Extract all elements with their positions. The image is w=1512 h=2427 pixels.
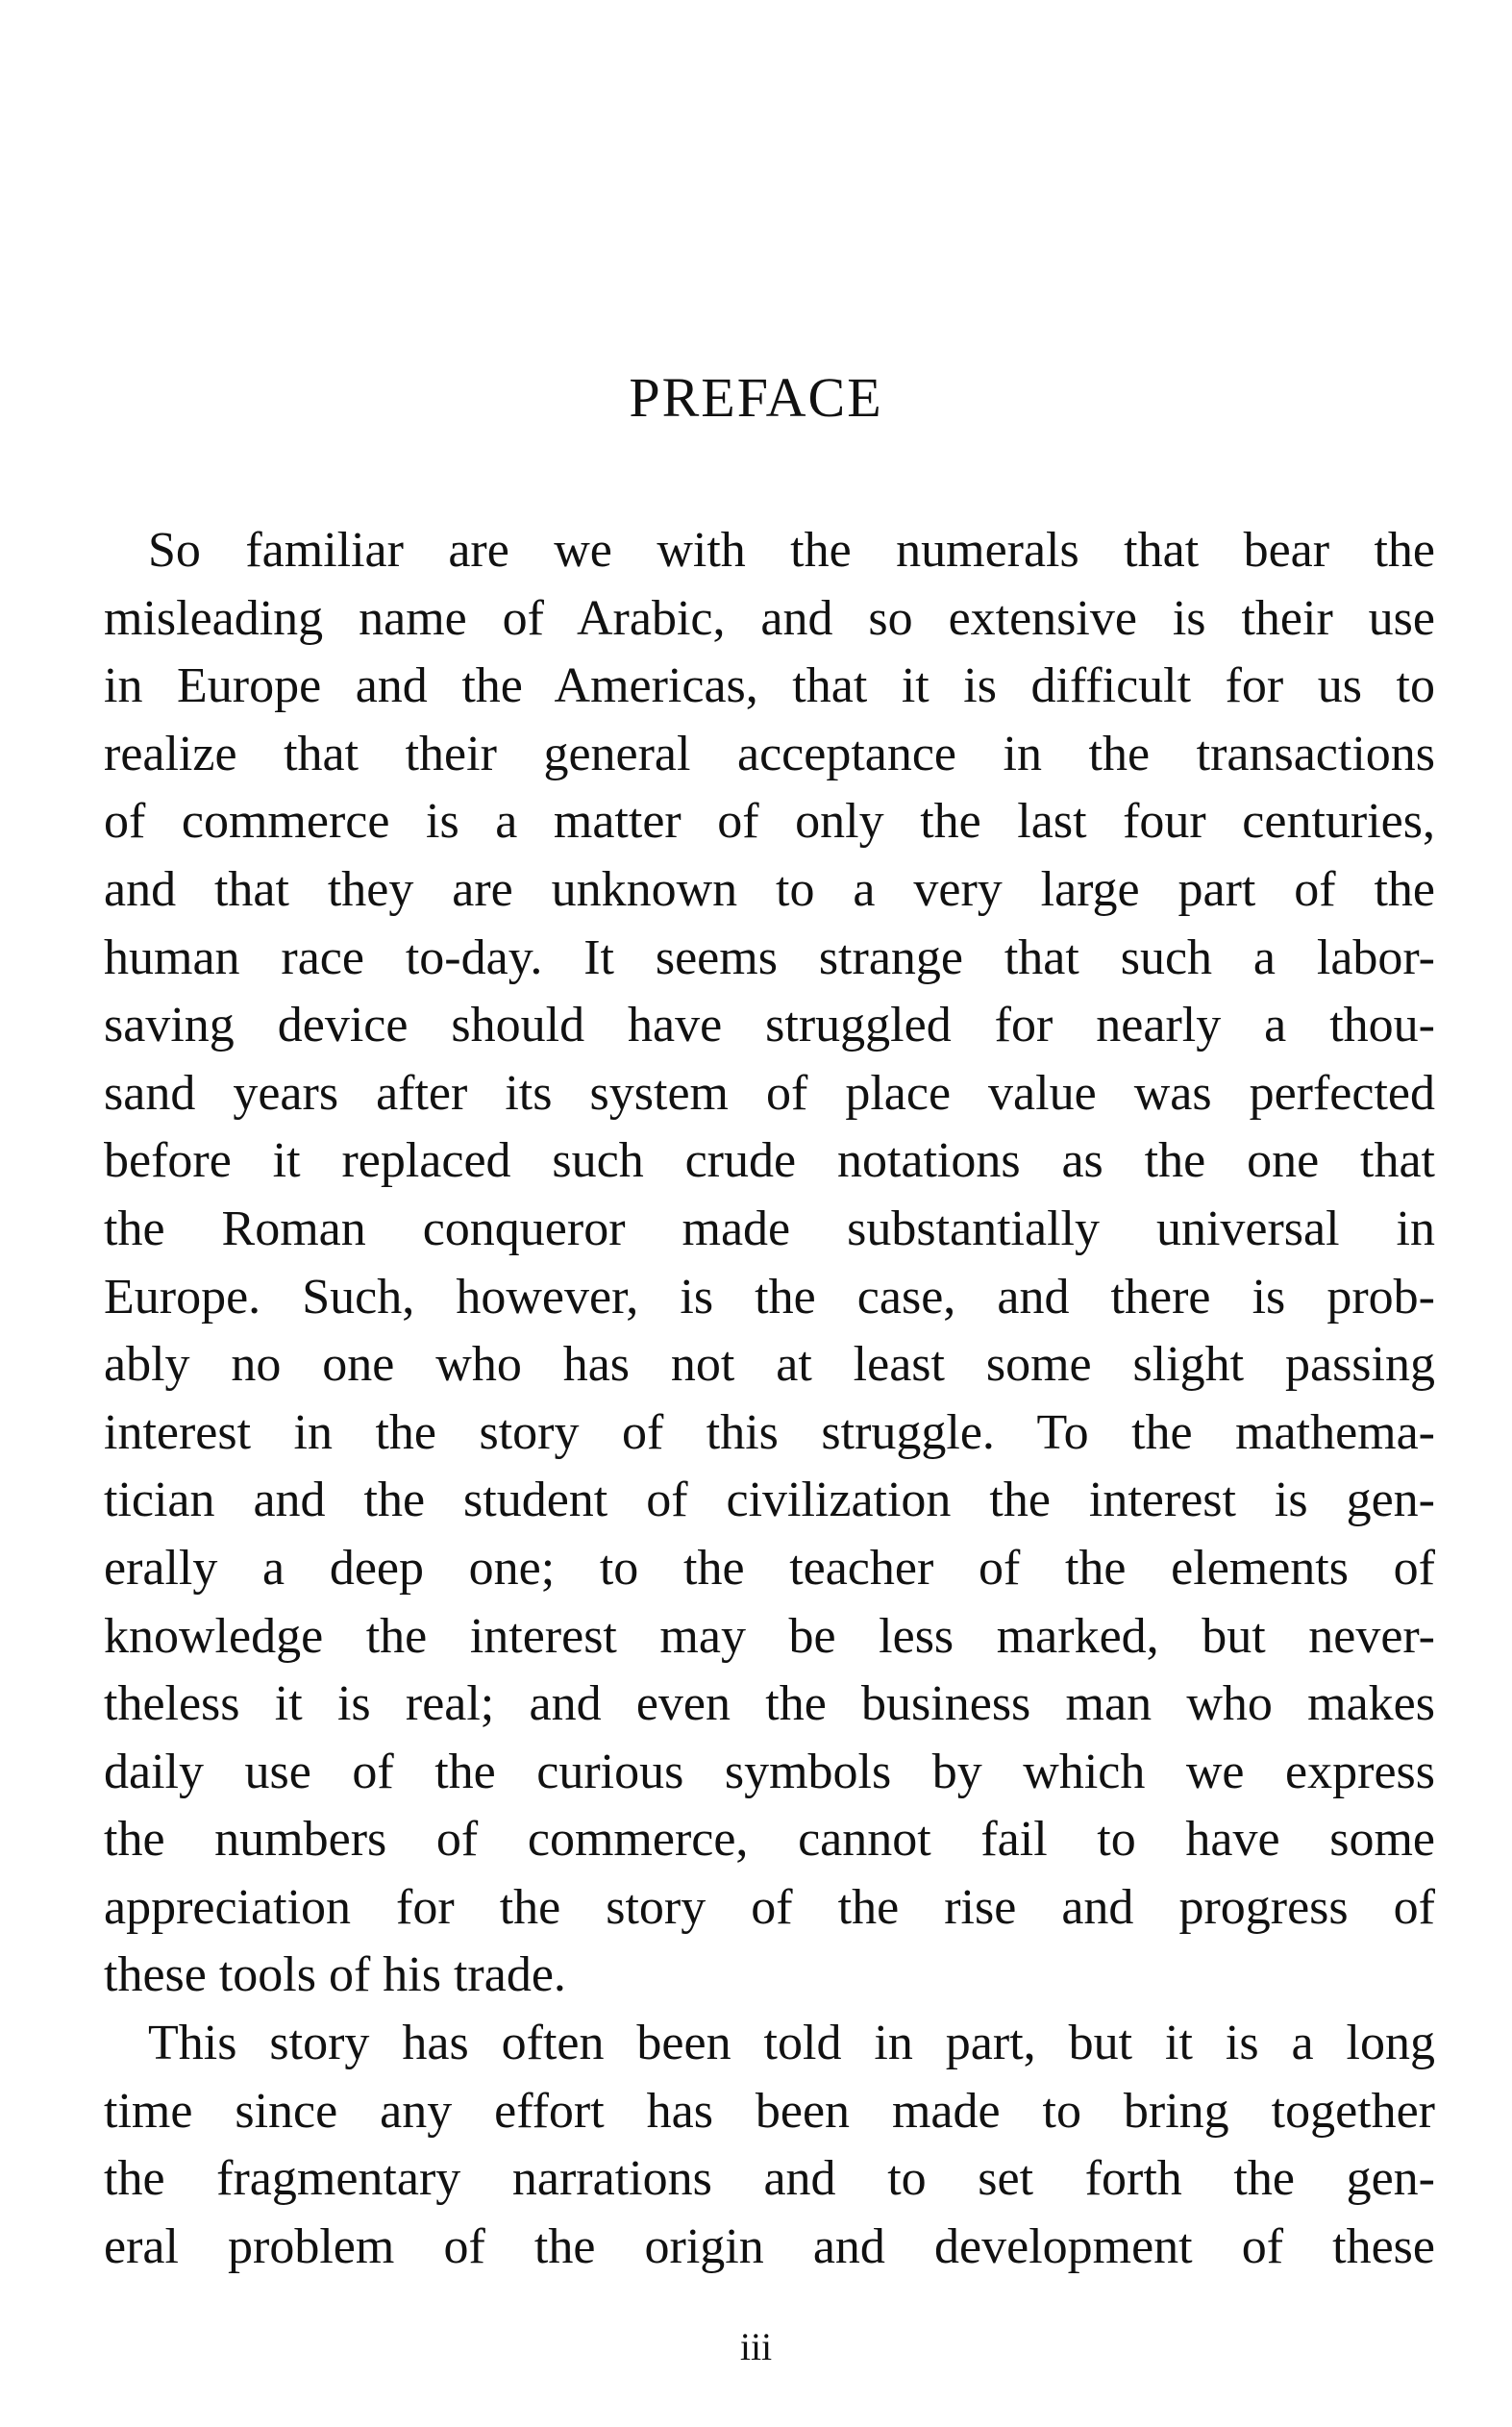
text-line: daily use of the curious symbols by which we express	[104, 1744, 1435, 1799]
text-line: saving device should have struggled for nearly a thou-	[104, 998, 1435, 1053]
text-line: misleading name of Arabic, and so extensive is their use	[104, 590, 1435, 646]
text-line: human race to-day. It seems strange that such a labor-	[104, 929, 1435, 985]
text-line: time since any effort has been made to bring together	[104, 2083, 1435, 2139]
text-line: before it replaced such crude notations as the one that	[104, 1133, 1435, 1189]
page-number: iii	[739, 2325, 773, 2368]
text-line: the Roman conqueror made substantially universal in	[104, 1201, 1435, 1256]
paragraph-2	[104, 2010, 1435, 2281]
text-line: knowledge the interest may be less marked, but never-	[104, 1608, 1435, 1664]
text-line: interest in the story of this struggle. To the mathema-	[104, 1404, 1435, 1460]
text-line: This story has often been told in part, but it is a long	[148, 2016, 1435, 2071]
text-line: So familiar are we with the numerals that bear the	[148, 523, 1435, 578]
text-line: eral problem of the origin and development of these	[104, 2218, 1435, 2274]
text-line: the fragmentary narrations and to set forth the gen-	[104, 2151, 1435, 2207]
text-line: sand years after its system of place value was perfected	[104, 1065, 1435, 1121]
page-title: PREFACE	[629, 366, 883, 429]
paragraph-1	[104, 517, 1435, 2010]
text-line: the numbers of commerce, cannot fail to have some	[104, 1812, 1435, 1868]
body-text	[104, 517, 1435, 2281]
text-line: appreciation for the story of the rise and progress of	[104, 1879, 1435, 1935]
text-line: in Europe and the Americas, that it is difficult for us to	[104, 658, 1435, 714]
text-line: realize that their general acceptance in the transactions	[104, 726, 1435, 781]
text-line: tician and the student of civilization the interest is gen-	[104, 1473, 1435, 1528]
text-line: erally a deep one; to the teacher of the elements of	[104, 1540, 1435, 1596]
text-line: and that they are unknown to a very large part of the	[104, 861, 1435, 917]
text-line: ably no one who has not at least some slight passing	[104, 1337, 1435, 1393]
text-line: Europe. Such, however, is the case, and there is prob-	[104, 1269, 1435, 1325]
text-line: of commerce is a matter of only the last four centuries,	[104, 794, 1435, 850]
text-line: these tools of his trade.	[104, 1947, 566, 2003]
text-line: theless it is real; and even the business man who makes	[104, 1676, 1435, 1732]
